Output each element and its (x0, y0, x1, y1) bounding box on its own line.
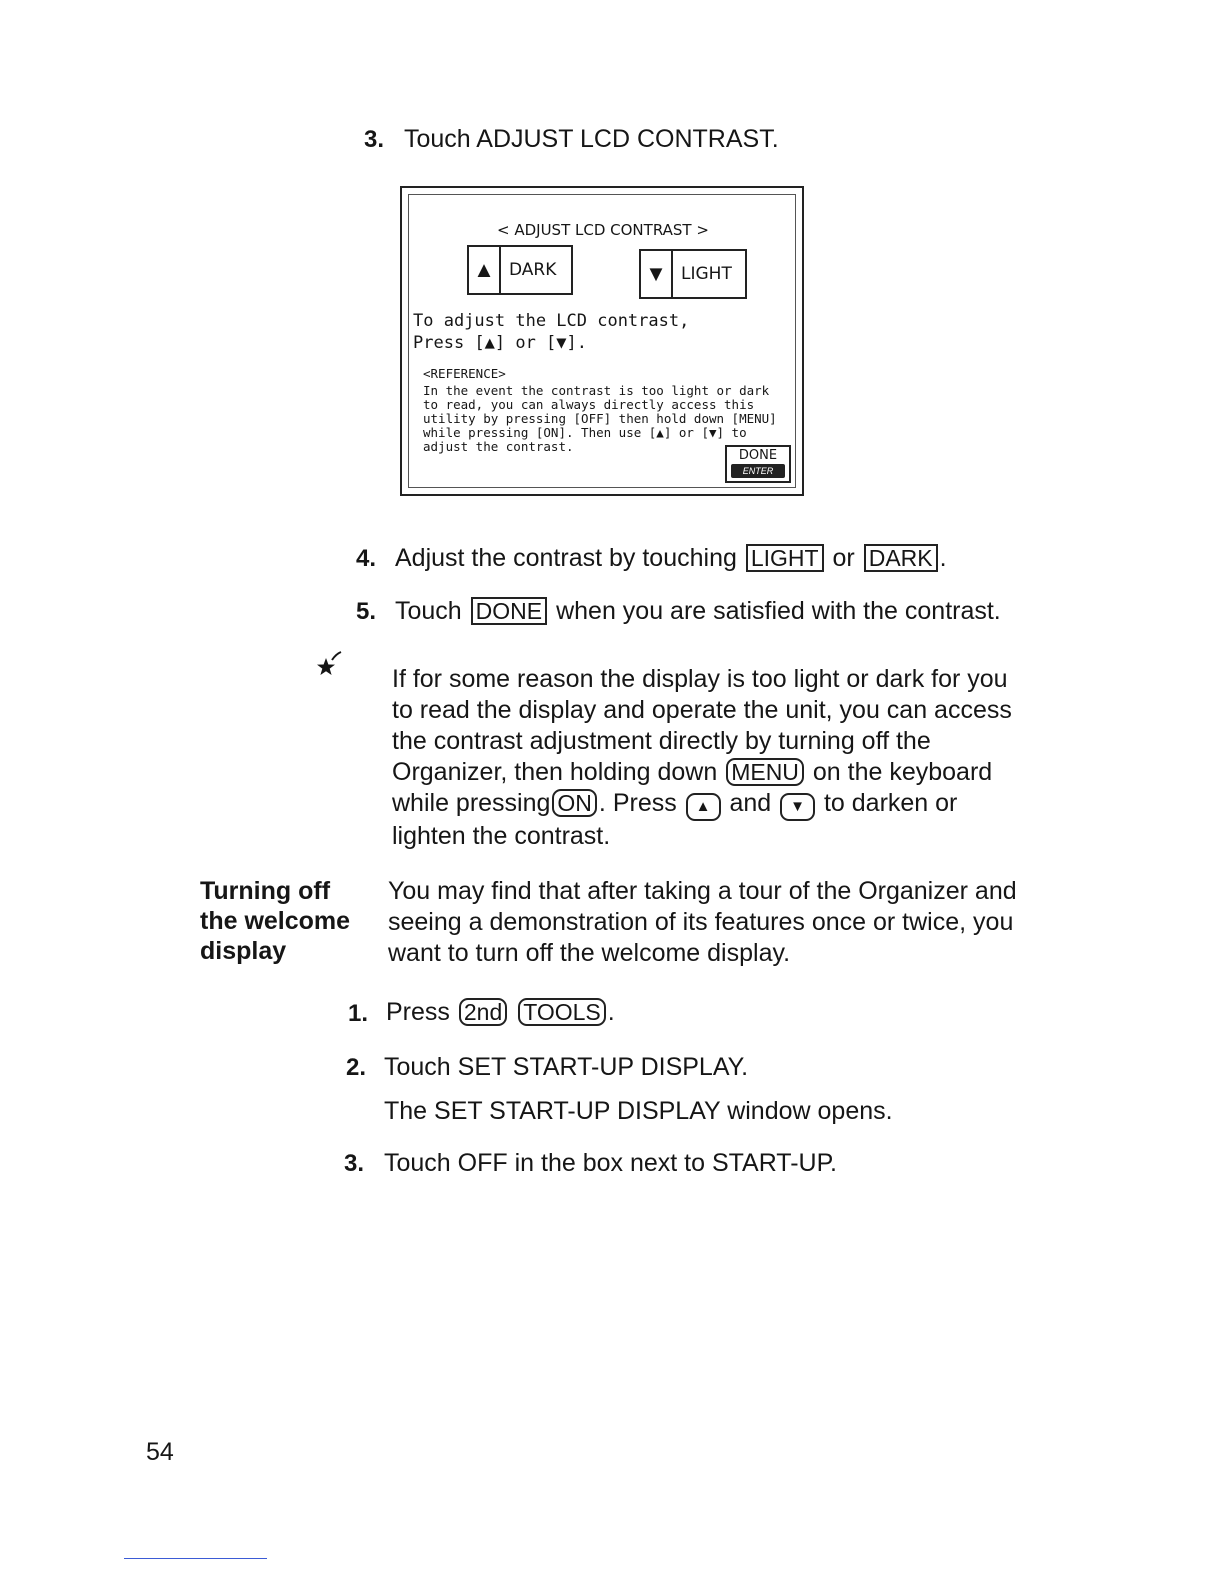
tip-line (392, 788, 1072, 821)
lcd-dark-label: DARK (509, 260, 557, 280)
lcd-reference-line: utility by pressing [OFF] then hold down [MENU] (423, 411, 777, 426)
tip-line-5-post: to darken or (823, 789, 958, 817)
tip-line-4-pre: Organizer, then holding down (392, 758, 718, 786)
up-arrow-icon: ▲ (469, 247, 501, 293)
done-key: DONE (471, 597, 547, 625)
section-step-1-pre: Press (386, 998, 450, 1026)
lcd-reference-line: to read, you can always directly access this (423, 397, 755, 412)
section-step-3-text: Touch OFF in the box next to START-UP. (384, 1149, 837, 1177)
section-body-line: seeing a demonstration of its features once or twice, you (388, 908, 1014, 936)
tip-line-5-mid: . Press (598, 789, 677, 817)
down-arrow-key: ▼ (780, 793, 815, 821)
up-arrow-key: ▲ (686, 793, 721, 821)
step-4-pre: Adjust the contrast by touching (395, 544, 737, 572)
section-step-2-number: 2. (346, 1054, 367, 1081)
section-step-1-number: 1. (348, 1000, 369, 1027)
menu-key: MENU (726, 758, 804, 786)
on-key: ON (552, 789, 597, 817)
section-heading-line: display (200, 937, 287, 965)
dark-key: DARK (864, 544, 938, 572)
tip-line: lighten the contrast. (392, 822, 611, 850)
lcd-screen-frame (408, 194, 796, 488)
lcd-done-label: DONE (738, 448, 778, 463)
footer-rule (124, 1558, 267, 1559)
section-heading-line: Turning off (200, 877, 331, 905)
lcd-instruction-1: To adjust the LCD contrast, (413, 311, 690, 331)
down-arrow-icon: ▼ (641, 251, 673, 297)
section-step-3-number: 3. (344, 1150, 365, 1177)
2nd-key: 2nd (459, 998, 507, 1026)
section-body-line: want to turn off the welcome display. (388, 939, 791, 967)
lcd-dark-button[interactable] (467, 245, 573, 295)
star-check-icon (316, 650, 346, 685)
lcd-instruction-2: Press [▲] or [▼]. (413, 333, 587, 353)
tip-line: If for some reason the display is too light or dark for you (392, 665, 1008, 693)
step-3-text: Touch ADJUST LCD CONTRAST. (404, 125, 779, 153)
step-5-text (395, 596, 1001, 627)
tip-paragraph (392, 664, 1072, 852)
tip-line (392, 757, 1072, 788)
step-5-post: when you are satisfied with the contrast. (556, 597, 1001, 625)
section-step-2-result: The SET START-UP DISPLAY window opens. (384, 1097, 893, 1125)
step-5-number: 5. (356, 598, 377, 625)
step-4-text (395, 543, 947, 574)
step-4-number: 4. (356, 545, 377, 572)
lcd-light-label: LIGHT (681, 264, 732, 284)
tip-line-4-post: on the keyboard (812, 758, 993, 786)
lcd-reference-heading: <REFERENCE> (423, 366, 506, 381)
section-body-line: You may find that after taking a tour of the Organizer and (388, 877, 1017, 905)
light-key: LIGHT (746, 544, 824, 572)
tip-line-5-pre: while pressing (392, 789, 551, 817)
lcd-reference-line: while pressing [ON]. Then use [▲] or [▼] to (423, 425, 747, 440)
section-step-1-post: . (607, 998, 615, 1026)
lcd-done-button[interactable] (725, 445, 791, 483)
step-4-mid: or (832, 544, 855, 572)
section-step-2-text: Touch SET START-UP DISPLAY. (384, 1053, 749, 1081)
step-3-number: 3. (364, 126, 385, 153)
enter-key-icon: ENTER (731, 464, 785, 478)
section-heading-line: the welcome (200, 907, 351, 935)
section-step-1-text (386, 997, 615, 1028)
section-heading (200, 876, 350, 966)
step-4-post: . (939, 544, 947, 572)
lcd-screen-illustration (400, 186, 804, 496)
lcd-title: < ADJUST LCD CONTRAST > (497, 221, 709, 239)
lcd-light-button[interactable] (639, 249, 747, 299)
section-body (388, 876, 1078, 969)
tools-key: TOOLS (518, 998, 606, 1026)
lcd-reference-line: adjust the contrast. (423, 439, 574, 454)
page-number: 54 (146, 1438, 174, 1466)
tip-line: the contrast adjustment directly by turning off the (392, 727, 931, 755)
step-5-pre: Touch (395, 597, 462, 625)
tip-line: to read the display and operate the unit, you can access (392, 696, 1012, 724)
tip-line-5-and: and (729, 789, 772, 817)
lcd-reference-line: In the event the contrast is too light or dark (423, 383, 770, 398)
